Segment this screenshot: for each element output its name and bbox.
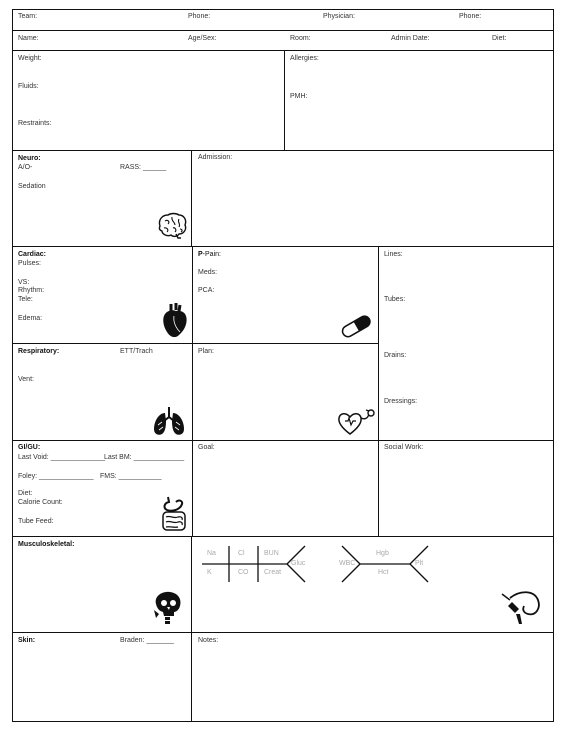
ppain-heading-letter: P bbox=[198, 251, 203, 258]
neuro-heading: Neuro: bbox=[18, 155, 41, 162]
vent-label: Vent: bbox=[18, 376, 34, 383]
pulses-label: Pulses: bbox=[18, 260, 41, 267]
iv-catheter-icon bbox=[500, 588, 542, 628]
lab-cl: Cl bbox=[238, 550, 245, 557]
phone-label: Phone: bbox=[188, 13, 211, 20]
respiratory-heading: Respiratory: bbox=[18, 348, 60, 355]
physician-phone-label: Phone: bbox=[459, 13, 482, 20]
tele-label: Tele: bbox=[18, 296, 33, 303]
lab-na: Na bbox=[207, 550, 216, 557]
fms-label: FMS: ___________ bbox=[100, 473, 162, 480]
plan-label: Plan: bbox=[198, 348, 214, 355]
notes-label: Notes: bbox=[198, 637, 219, 644]
brain-icon bbox=[156, 212, 188, 240]
ppain-heading: P-Pain: bbox=[198, 251, 221, 258]
edema-label: Edema: bbox=[18, 315, 43, 322]
diet-header-label: Diet: bbox=[492, 35, 507, 42]
admin-date-label: Admin Date: bbox=[391, 35, 430, 42]
stethoscope-heart-icon bbox=[336, 408, 378, 438]
foley-label: Foley: ______________ bbox=[18, 473, 94, 480]
intestines-icon bbox=[160, 496, 188, 532]
braden-label: Braden: _______ bbox=[120, 637, 174, 644]
diet-label: Diet: bbox=[18, 490, 33, 497]
meds-label: Meds: bbox=[198, 269, 218, 276]
musculoskeletal-heading: Musculoskeletal: bbox=[18, 541, 75, 548]
rass-label: RASS: ______ bbox=[120, 164, 167, 171]
vs-label: VS: bbox=[18, 279, 30, 286]
fluids-label: Fluids: bbox=[18, 83, 39, 90]
social-work-label: Social Work: bbox=[384, 444, 424, 451]
physician-label: Physician: bbox=[323, 13, 355, 20]
gigu-heading: GI/GU: bbox=[18, 444, 41, 451]
allergies-label: Allergies: bbox=[290, 55, 319, 62]
team-label: Team: bbox=[18, 13, 38, 20]
lab-hgb: Hgb bbox=[376, 550, 389, 557]
lab-bun: BUN bbox=[264, 550, 279, 557]
skin-heading: Skin: bbox=[18, 637, 36, 644]
sedation-label: Sedation bbox=[18, 183, 46, 190]
weight-label: Weight: bbox=[18, 55, 42, 62]
lab-creat: Creat bbox=[264, 569, 282, 576]
restraints-label: Restraints: bbox=[18, 120, 52, 127]
last-void-label: Last Void: ______________ bbox=[18, 454, 106, 461]
rhythm-label: Rhythm: bbox=[18, 287, 45, 294]
cardiac-heading: Cardiac: bbox=[18, 251, 47, 258]
lines-label: Lines: bbox=[384, 251, 403, 258]
heart-icon bbox=[161, 302, 189, 340]
name-label: Name: bbox=[18, 35, 39, 42]
skull-icon bbox=[150, 590, 184, 626]
lab-co: CO bbox=[238, 569, 249, 576]
pca-label: PCA: bbox=[198, 287, 215, 294]
lab-wbc: WBC bbox=[339, 560, 356, 567]
lab-hct: Hct bbox=[378, 569, 389, 576]
pill-icon bbox=[339, 313, 373, 339]
room-label: Room: bbox=[290, 35, 311, 42]
drains-label: Drains: bbox=[384, 352, 407, 359]
admission-label: Admission: bbox=[198, 154, 233, 161]
dressings-label: Dressings: bbox=[384, 398, 418, 405]
calorie-count-label: Calorie Count: bbox=[18, 499, 63, 506]
tubes-label: Tubes: bbox=[384, 296, 406, 303]
pmh-label: PMH: bbox=[290, 93, 308, 100]
last-bm-label: Last BM: _____________ bbox=[104, 454, 185, 461]
age-sex-label: Age/Sex: bbox=[188, 35, 217, 42]
lab-k: K bbox=[207, 569, 212, 576]
lungs-icon bbox=[152, 405, 186, 437]
ao-label: A/O- bbox=[18, 164, 33, 171]
ett-trach-label: ETT/Trach bbox=[120, 348, 153, 355]
lab-gluc: Gluc bbox=[291, 560, 306, 567]
lab-plt: Plt bbox=[415, 560, 424, 567]
tube-feed-label: Tube Feed: bbox=[18, 518, 54, 525]
goal-label: Goal: bbox=[198, 444, 215, 451]
